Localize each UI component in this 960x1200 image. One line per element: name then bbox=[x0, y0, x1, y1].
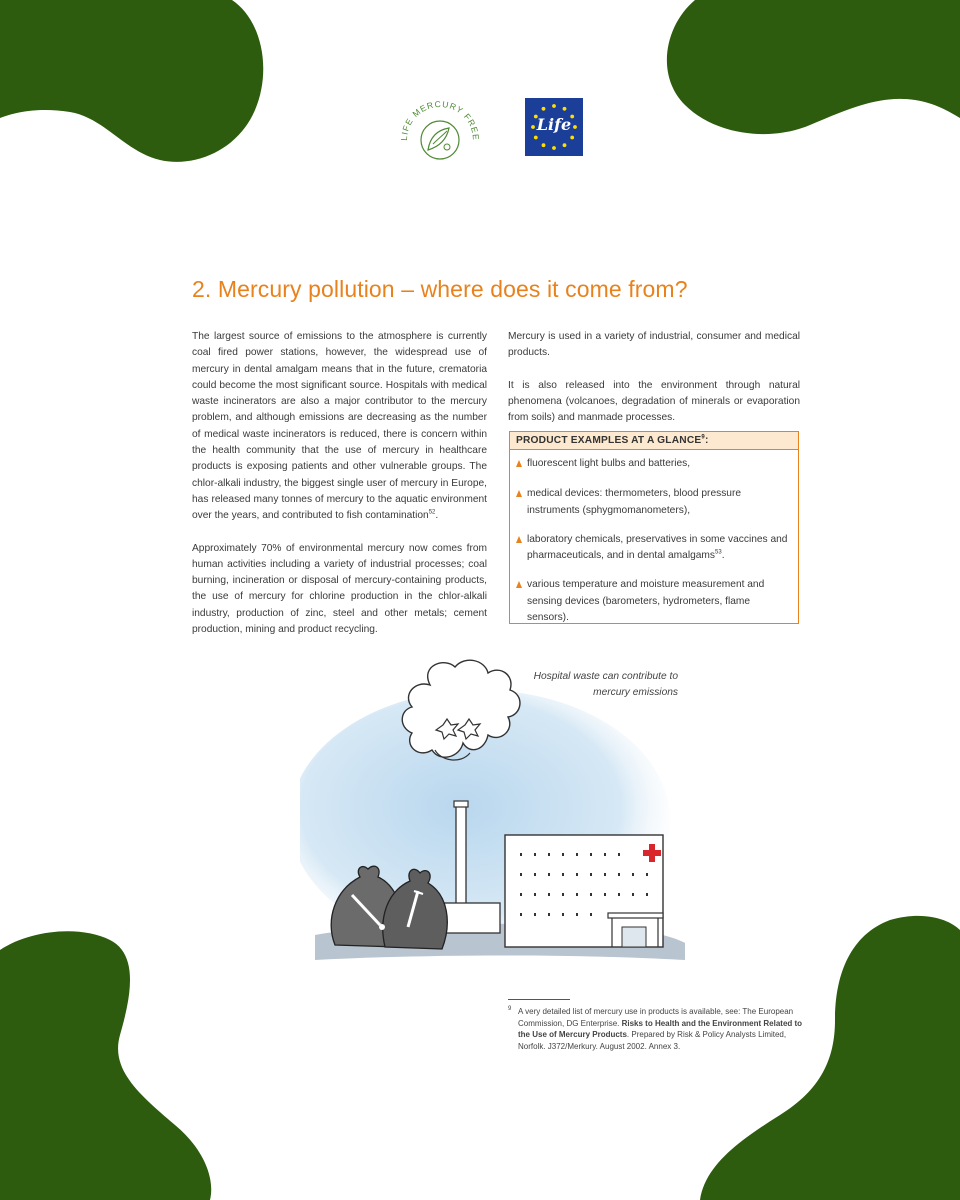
hospital-waste-illustration bbox=[300, 655, 700, 985]
left-paragraph-1 bbox=[192, 329, 487, 525]
svg-text:LIFE MERCURY FREE bbox=[399, 99, 481, 141]
top-left-blob bbox=[0, 0, 270, 165]
left-column bbox=[192, 329, 487, 638]
product-examples-box bbox=[509, 431, 799, 624]
list-item bbox=[516, 577, 790, 626]
bottom-right-blob bbox=[700, 915, 960, 1200]
footnote-ref-9[interactable]: 9 bbox=[701, 434, 705, 441]
list-item bbox=[516, 456, 790, 472]
eu-life-logo bbox=[525, 98, 583, 156]
life-mercury-free-logo bbox=[385, 92, 495, 162]
product-box-title-text: PRODUCT EXAMPLES AT A GLANCE bbox=[516, 435, 702, 446]
right-paragraph-1: Mercury is used in a variety of industrial, consumer and medical products. bbox=[508, 331, 800, 359]
list-item-text: laboratory chemicals, preservatives in some vaccines and pharmaceuticals, and in dental amalgams bbox=[527, 533, 788, 562]
triangle-bullet-icon bbox=[516, 460, 522, 467]
triangle-bullet-icon bbox=[516, 490, 522, 497]
list-item-end: . bbox=[721, 550, 725, 562]
left-paragraph-1-text: The largest source of emissions to the atmosphere is currently coal fired power stations, however, the widespread use of mercury in dental amalgam means that in the future, crematoria could become the most significant source. Hospitals with medical waste incinerators are also a major contributor to the mercury problem, and although emissions are decreasing as the number of medical waste incinerators is reduced, there is concern within the health community that the use of mercury in healthcare products is exposing patients and other vulnerable groups. The chlor-alkali industry, the biggest single user of mercury in Europe, has released many tonnes of mercury to the aquatic environment over the years, and contributed to fish contamination bbox=[192, 331, 487, 522]
right-paragraph-2: It is also released into the environment through natural phenomena (volcanoes, degradation of minerals or evaporation from soils) and manmade processes. bbox=[508, 379, 800, 424]
footnote-marker: 9 bbox=[508, 1006, 512, 1012]
list-item-text: various temperature and moisture measurement and sensing devices (barometers, hydrometers, flame sensors). bbox=[527, 579, 765, 624]
product-list bbox=[510, 450, 798, 626]
left-paragraph-1-end: . bbox=[435, 510, 439, 522]
top-right-blob bbox=[660, 0, 960, 140]
product-box-title bbox=[510, 432, 798, 450]
bottom-left-blob bbox=[0, 930, 240, 1200]
list-item-text: medical devices: thermometers, blood pressure instruments (sphygmomanometers), bbox=[527, 488, 742, 516]
footnote bbox=[508, 1006, 803, 1052]
list-item-text: fluorescent light bulbs and batteries, bbox=[527, 458, 691, 469]
logo-arc-text: LIFE MERCURY FREE bbox=[398, 98, 482, 142]
triangle-bullet-icon bbox=[516, 536, 522, 543]
triangle-bullet-icon bbox=[516, 581, 522, 588]
footnote-ref-53[interactable]: 53 bbox=[715, 549, 722, 556]
page-title: 2. Mercury pollution – where does it come from? bbox=[192, 276, 688, 302]
illustration-caption: Hospital waste can contribute to mercury emissions bbox=[533, 671, 678, 698]
footnote-divider bbox=[508, 999, 570, 1000]
left-paragraph-2: Approximately 70% of environmental mercury now comes from human activities including a variety of industrial processes; coal burning, incineration or disposal of mercury-containing products, the use of mercury for chlorine production in the chlor-alkali industry, production of zinc, steel and other metals; cement production, mining and product recycling. bbox=[192, 542, 487, 636]
footnote-report-title: Risks to Health and the Environment Related to the Use of Mercury Products bbox=[518, 1018, 803, 1039]
footnote-text bbox=[508, 1006, 803, 1052]
list-item bbox=[516, 486, 790, 519]
product-box-title-end: : bbox=[704, 435, 709, 446]
header-logos bbox=[385, 92, 595, 162]
right-column bbox=[508, 329, 800, 426]
footnote-text-a: A very detailed list of mercury use in products is available, see: The European Commission, DG Enterprise. bbox=[518, 1007, 794, 1028]
eu-life-word: Life bbox=[536, 115, 572, 134]
hospital-building bbox=[505, 835, 663, 947]
footnote-text-b: . Prepared by Risk & Policy Analysts Limited, Norfolk. J372/Merkury. August 2002. Annex 3. bbox=[518, 1030, 787, 1051]
footnote-ref-52[interactable]: 52 bbox=[428, 509, 436, 516]
list-item bbox=[516, 532, 790, 565]
